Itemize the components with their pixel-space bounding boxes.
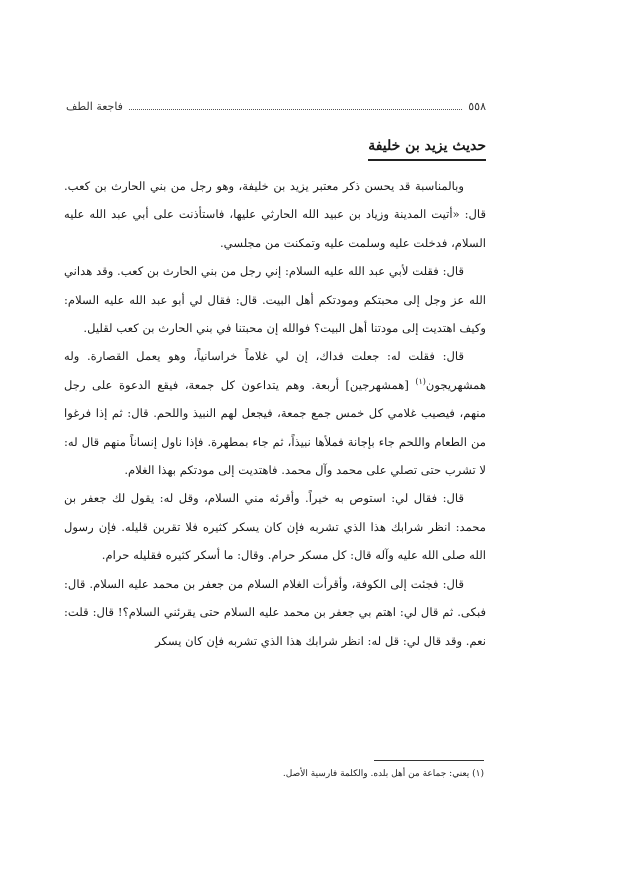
body-text [64,172,486,655]
running-title: فاجعة الطف [66,99,123,113]
header-dot-leader [129,108,462,110]
footnote-separator [374,760,484,761]
section-title: حديث يزيد بن خليفة [368,138,486,161]
paragraph-5: قال: فجئت إلى الكوفة، وأقرأت الغلام السلام من جعفر بن محمد عليه السلام. قال: فبكى. ثم قال لي: اهتم بي جعفر بن محمد عليه السلام حتى يقرئني السلام؟! قال: قلت: نعم. وقد قال لي: قل له: انظر شرابك هذا الذي تشربه فإن كان يسكر [64,576,486,648]
footnote-reference[interactable]: (١) [415,376,426,386]
paragraph-3-text: قال: فقلت له: جعلت فداك، إن لي غلاماً خراسانياً، وهو يعمل القصارة. وله همشهريجون [64,349,486,392]
paragraph-2: قال: فقلت لأبي عبد الله عليه السلام: إني رجل من بني الحارث بن كعب. وقد هداني الله عز وجل إلى محبتكم ومودتكم أهل البيت. قال: فقال لي أبو عبد الله عليه السلام: وكيف اهتديت إلى مودتنا أهل البيت؟ فوالله إن محبتنا في بني الحارث بن كعب لقليل. [64,264,486,336]
footnote: (١) يعني: جماعة من أهل بلده. والكلمة فارسية الأصل. [282,769,484,779]
paragraph-1: وبالمناسبة قد يحسن ذكر معتبر يزيد بن خليفة، وهو رجل من بني الحارث بن كعب. قال: «أتيت المدينة وزياد بن عبيد الله الحارثي عليها، فاستأذنت على أبي عبد الله عليه السلام، فدخلت عليه وسلمت عليه وتمكنت من مجلسي. [64,179,486,250]
page-number: ٥٥٨ [468,99,486,113]
paragraph-4: قال: فقال لي: استوص به خيراً. وأقرئه مني السلام، وقل له: يقول لك جعفر بن محمد: انظر شرابك هذا الذي تشربه فإن كان يسكر كثيره فلا تقربن قليله. فإن رسول الله صلى الله عليه وآله قال: كل مسكر حرام. وقال: ما أسكر كثيره فقليله حرام. [64,491,486,563]
page-header [66,96,486,116]
paragraph-3-text-continued: [همشهرجين] أربعة. وهم يتداعون كل جمعة، فيقع الدعوة على رجل منهم، فيصيب غلامي كل خمس جمع جمعة، فيجعل لهم النبيذ واللحم. قال: ثم إذا فرغوا من الطعام واللحم جاء بإجانة فملأها نبيذاً، ثم جاء بمطهرة. فإذا ناول إنساناً منهم قال له: لا تشرب حتى تصلي على محمد وآل محمد. فاهتديت إلى مودتكم بهذا الغلام. [64,377,486,478]
paragraph-3 [64,342,486,484]
